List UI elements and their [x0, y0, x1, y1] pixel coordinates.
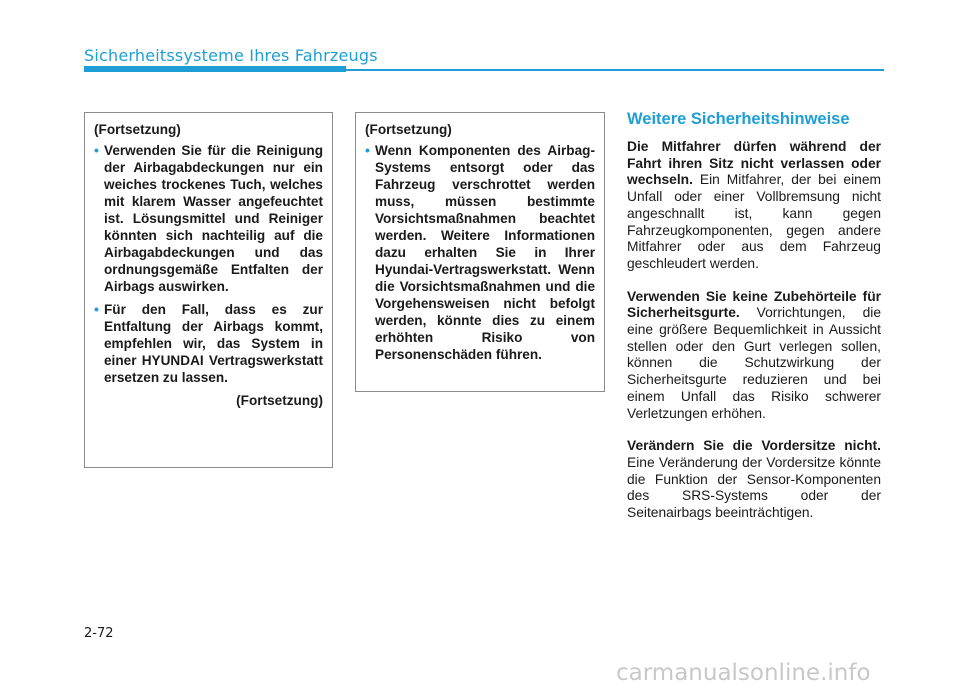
bullet-icon: • — [365, 142, 370, 158]
header-rule — [346, 69, 884, 71]
warning-box-continued-1 — [84, 112, 333, 468]
paragraph-lead: Verwenden Sie keine Zubehörteile für Sicherheitsgurte. — [627, 288, 881, 321]
page-number: 2-72 — [84, 626, 114, 641]
bullet-icon: • — [94, 142, 99, 158]
watermark: carmanualsonline.info — [616, 660, 871, 686]
paragraph-body: Eine Veränderung der Vordersitze könnte die Funktion der Sensor-Komponenten des SRS-Systems oder der Seitenairbags beeinträchtigen. — [627, 454, 881, 521]
section-heading: Weitere Sicherheitshinweise — [627, 110, 850, 128]
section-header-title: Sicherheitssysteme Ihres Fahrzeugs — [84, 46, 378, 65]
header-accent-bar — [84, 66, 346, 72]
continued-label: (Fortsetzung) — [94, 122, 181, 137]
bullet-text: Verwenden Sie für die Reinigung der Airbagabdeckungen nur ein weiches trockenes Tuch, welches mit klarem Wasser angefeuchtet ist. Lösungsmittel und Reiniger könnten sich nachteilig auf die Airbagabdeckungen und das ordnungsgemäße Entfalten der Airbags auswirken. — [104, 143, 323, 294]
bullet-text: Wenn Komponenten des Airbag-Systems entsorgt oder das Fahrzeug verschrottet werden muss, müssen bestimmte Vorsichtsmaßnahmen beachtet werden. Weitere Informationen dazu erhalten Sie in Ihrer Hyundai-Vertragswerkstatt. Wenn die Vorsichtsmaßnahmen und die Vorgehensweisen nicht befolgt werden, könnte dies zu einem erhöhten Risiko von Personenschäden führen. — [375, 143, 595, 362]
list-item — [94, 301, 323, 386]
paragraph — [627, 289, 881, 423]
paragraph — [627, 438, 881, 522]
continued-label: (Fortsetzung) — [236, 393, 323, 408]
bullet-text: Für den Fall, dass es zur Entfaltung der Airbags kommt, empfehlen wir, das System in einer HYUNDAI Vertragswerkstatt ersetzen zu lassen. — [104, 302, 323, 385]
continued-label: (Fortsetzung) — [365, 122, 452, 137]
safety-notes-column — [627, 110, 881, 538]
paragraph-body: Ein Mitfahrer, der bei einem Unfall oder einer Vollbremsung nicht angeschnallt ist, kann gegen Fahrzeugkomponenten, gegen andere Mitfahrer oder aus dem Fahrzeug geschleudert werden. — [627, 172, 881, 271]
list-item — [94, 142, 323, 295]
paragraph-body: Vorrichtungen, die eine größere Bequemlichkeit in Aussicht stellen oder den Gurt verlegen sollen, können die Schutzwirkung der Sicherheitsgurte reduzieren und bei einem Unfall das Risiko schwerer Verletzungen erhöhen. — [627, 305, 881, 421]
paragraph — [627, 139, 881, 273]
warning-box-continued-2 — [355, 112, 605, 392]
paragraph-lead: Verändern Sie die Vordersitze nicht. — [627, 438, 881, 454]
paragraph-lead: Die Mitfahrer dürfen während der Fahrt ihren Sitz nicht verlassen oder wechseln. — [627, 139, 881, 188]
bullet-icon: • — [94, 301, 99, 317]
list-item — [365, 142, 595, 363]
